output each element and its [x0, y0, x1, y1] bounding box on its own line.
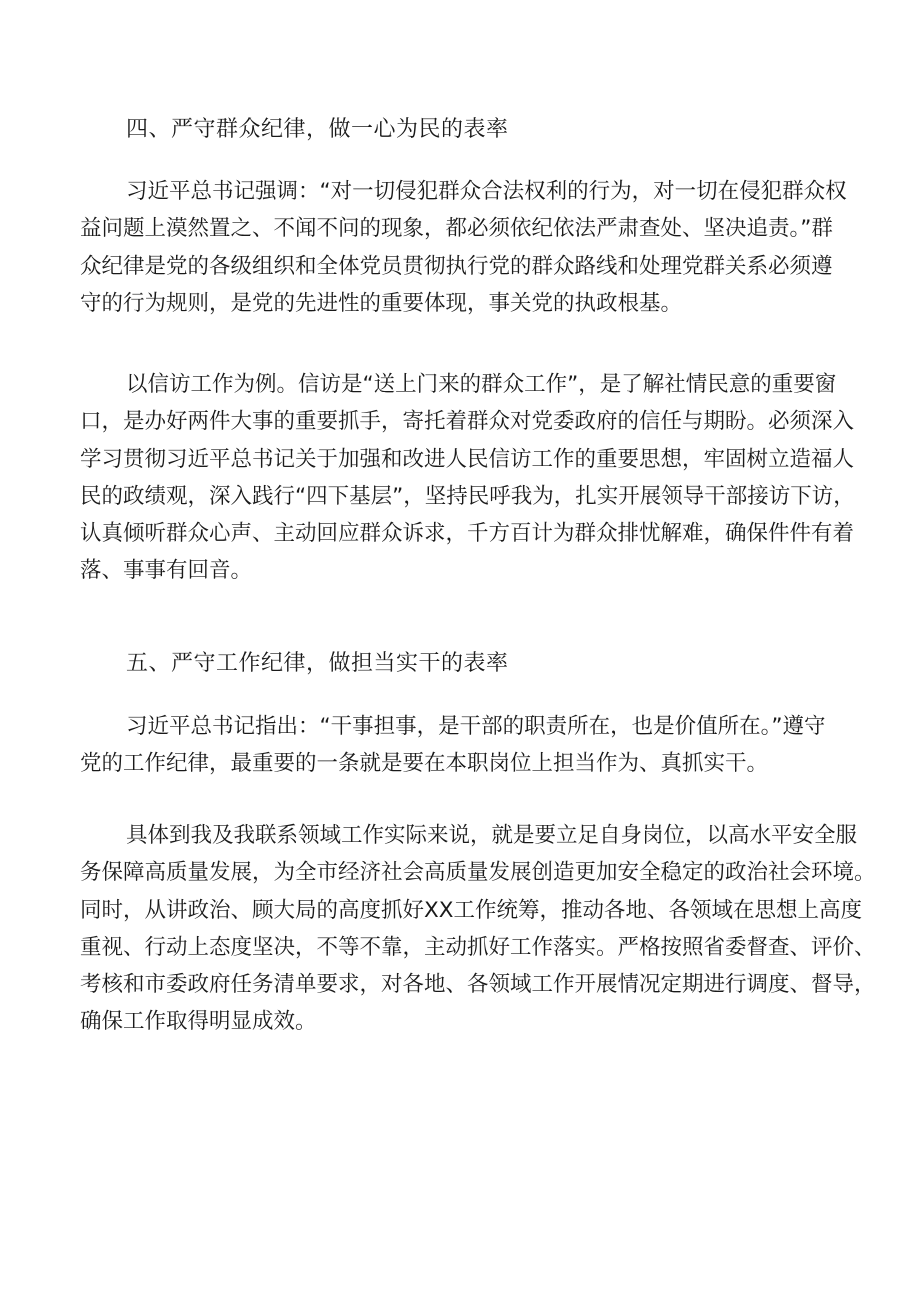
paragraph-line: 习近平总书记指出：“干事担事，是干部的职责所在，也是价值所在。”遵守	[126, 714, 826, 739]
paragraph-line: 同时，从讲政治、顾大局的高度抓好XX工作统筹，推动各地、各领域在思想上高度	[80, 897, 862, 923]
section-5-paragraph-2	[80, 817, 876, 1041]
section-5-paragraph-1	[80, 708, 858, 783]
paragraph-line: 守的行为规则，是党的先进性的重要体现，事关党的执政根基。	[80, 290, 683, 316]
paragraph-line: 重视、行动上态度坚决，不等不靠，主动抓好工作落实。严格按照省委督查、评价、	[80, 934, 876, 960]
paragraph-line: 党的工作纪律，最重要的一条就是要在本职岗位上担当作为、真抓实干。	[80, 751, 769, 777]
section-4-heading: 四、严守群众纪律，做一心为民的表率	[126, 117, 509, 142]
paragraph-line: 考核和市委政府任务清单要求，对各地、各领域工作开展情况定期进行调度、督导，	[80, 972, 876, 998]
paragraph-line: 习近平总书记强调：“对一切侵犯群众合法权利的行为，对一切在侵犯群众权	[126, 179, 847, 204]
section-5-heading: 五、严守工作纪律，做担当实干的表率	[126, 651, 509, 676]
paragraph-line: 确保工作取得明显成效。	[80, 1009, 317, 1035]
paragraph-line: 益问题上漠然置之、不闻不问的现象，都必须依纪依法严肃查处、坚决追责。”群	[80, 216, 833, 242]
paragraph-line: 具体到我及我联系领域工作实际来说，就是要立足自身岗位，以高水平安全服	[126, 823, 858, 848]
section-4-paragraph-1	[80, 173, 858, 322]
paragraph-line: 务保障高质量发展，为全市经济社会高质量发展创造更加安全稳定的政治社会环境。	[80, 860, 876, 886]
paragraph-line: 学习贯彻习近平总书记关于加强和改进人民信访工作的重要思想，牢固树立造福人	[80, 446, 855, 472]
paragraph-line: 众纪律是党的各级组织和全体党员贯彻执行党的群众路线和处理党群关系必须遵	[80, 253, 833, 279]
paragraph-line: 民的政绩观，深入践行“四下基层”，坚持民呼我为，扎实开展领导干部接访下访，	[80, 483, 855, 509]
paragraph-line: 以信访工作为例。信访是“送上门来的群众工作”，是了解社情民意的重要窗	[126, 372, 837, 397]
paragraph-line: 口，是办好两件大事的重要抓手，寄托着群众对党委政府的信任与期盼。必须深入	[80, 409, 855, 435]
paragraph-line: 落、事事有回音。	[80, 558, 253, 584]
section-4-paragraph-2	[80, 366, 858, 590]
paragraph-line: 认真倾听群众心声、主动回应群众诉求，千方百计为群众排忧解难，确保件件有着	[80, 521, 855, 547]
